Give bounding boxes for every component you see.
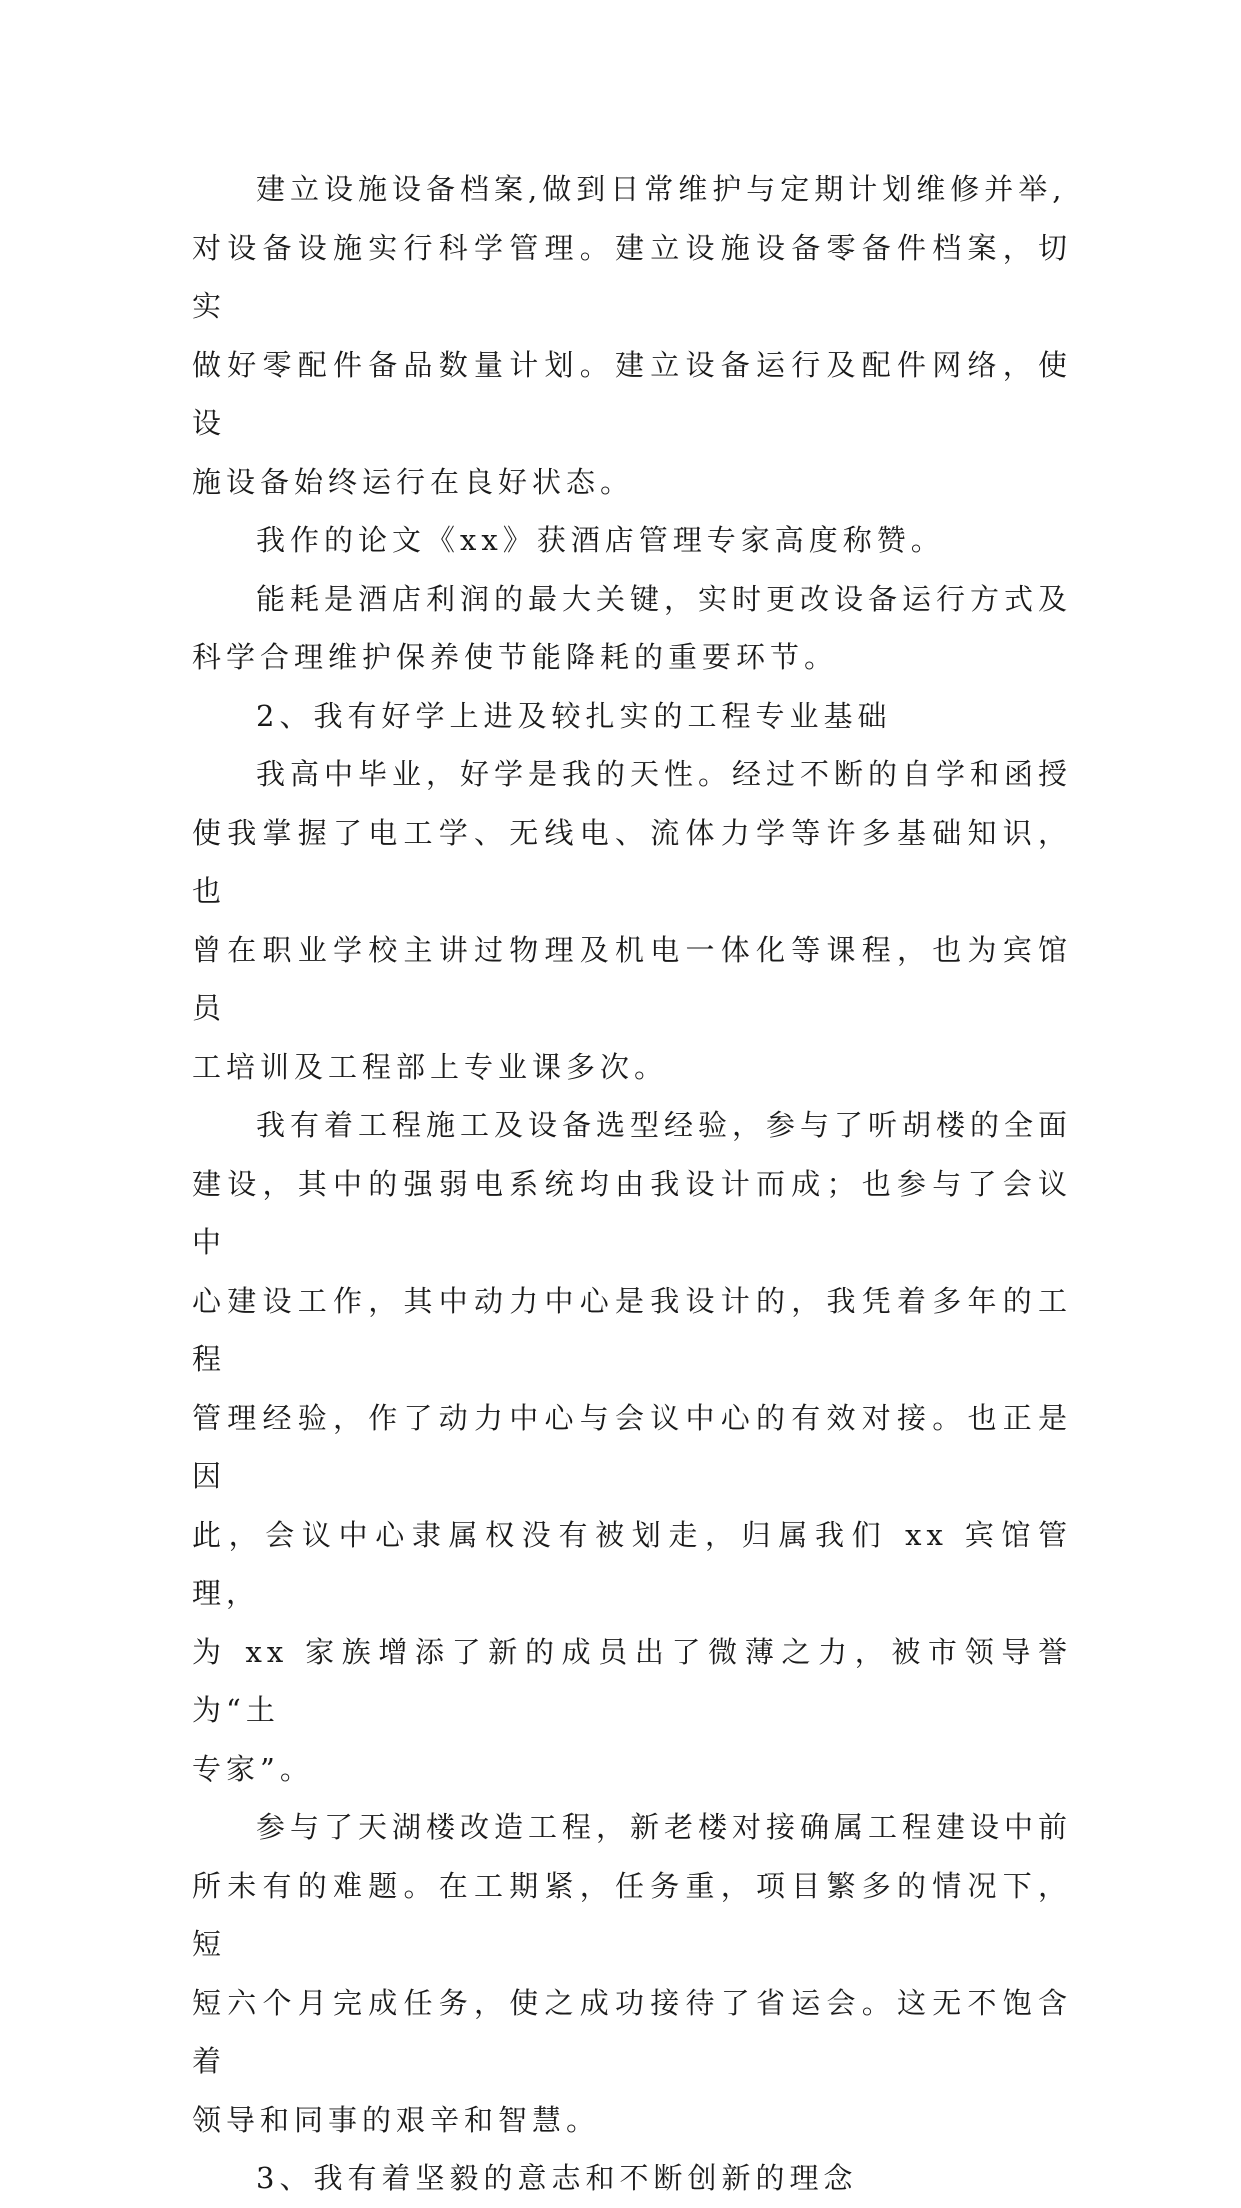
text-line: 管理经验，作了动力中心与会议中心的有效对接。也正是因 — [192, 1400, 1072, 1493]
text-line: 我作的论文《xx》获酒店管理专家高度称赞。 — [256, 523, 945, 557]
paragraph-thesis — [192, 511, 1072, 570]
text-line: 能耗是酒店利润的最大关键，实时更改设备运行方式及 — [256, 581, 1073, 616]
paragraph-energy — [192, 570, 1072, 687]
text-line: 所未有的难题。在工期紧，任务重，项目繁多的情况下，短 — [192, 1868, 1072, 1961]
text-line: 建立设施设备档案,做到日常维护与定期计划维修并举, — [256, 172, 1067, 206]
paragraph-renovation — [192, 1798, 1072, 2149]
text-line: 工培训及工程部上专业课多次。 — [192, 1049, 669, 1084]
text-line: 参与了天湖楼改造工程，新老楼对接确属工程建设中前 — [256, 1810, 1073, 1844]
paragraph-construction-experience — [192, 1096, 1072, 1798]
paragraph-facility-archive — [192, 160, 1072, 511]
text-line: 我有着工程施工及设备选型经验，参与了听胡楼的全面 — [256, 1108, 1073, 1142]
section-heading-2 — [192, 687, 1072, 746]
text-line: 领导和同事的艰辛和智慧。 — [192, 2102, 601, 2137]
text-line: 曾在职业学校主讲过物理及机电一体化等课程，也为宾馆员 — [192, 932, 1072, 1025]
text-line: 做好零配件备品数量计划。建立设备运行及配件网络，使设 — [192, 347, 1072, 440]
text-line: 我高中毕业，好学是我的天性。经过不断的自学和函授 — [256, 757, 1073, 791]
text-line: 建设，其中的强弱电系统均由我设计而成；也参与了会议中 — [192, 1166, 1072, 1259]
text-line: 使我掌握了电工学、无线电、流体力学等许多基础知识，也 — [192, 815, 1072, 908]
document-body — [192, 160, 1072, 2208]
text-line: 为 xx 家族增添了新的成员出了微薄之力，被市领导誉为“土 — [192, 1634, 1072, 1727]
text-line: 此，会议中心隶属权没有被划走，归属我们 xx 宾馆管理， — [192, 1517, 1072, 1610]
text-line: 心建设工作，其中动力中心是我设计的，我凭着多年的工程 — [192, 1283, 1072, 1376]
text-line: 3、我有着坚毅的意志和不断创新的理念 — [256, 2161, 858, 2195]
text-line: 施设备始终运行在良好状态。 — [192, 464, 635, 499]
text-line: 2、我有好学上进及较扎实的工程专业基础 — [256, 698, 892, 733]
text-line: 科学合理维护保养使节能降耗的重要环节。 — [192, 640, 839, 674]
text-line: 对设备设施实行科学管理。建立设施设备零备件档案，切实 — [192, 230, 1072, 323]
section-heading-3 — [192, 2149, 1072, 2208]
paragraph-education — [192, 745, 1072, 1096]
text-line: 专家”。 — [192, 1751, 314, 1786]
text-line: 短六个月完成任务，使之成功接待了省运会。这无不饱含着 — [192, 1985, 1072, 2078]
